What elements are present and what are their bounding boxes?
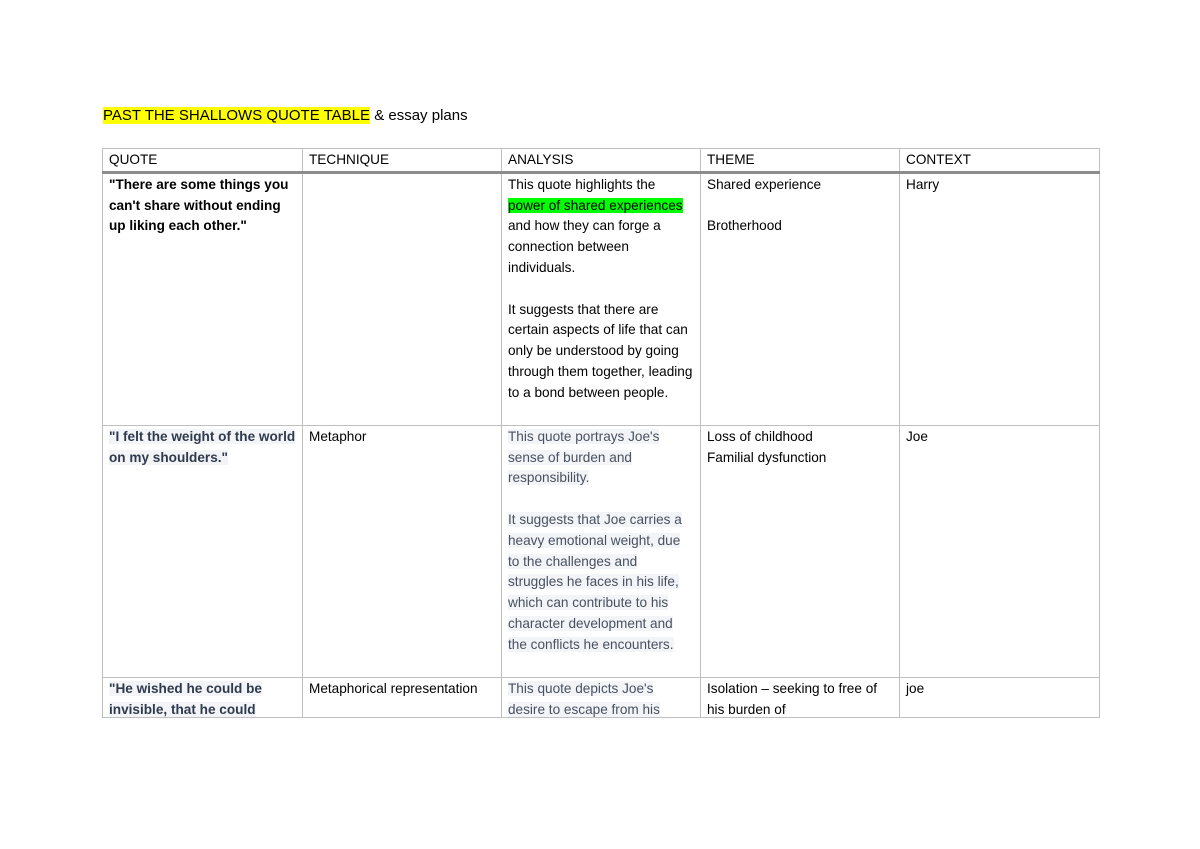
table-row [103, 172, 1100, 425]
table-row [103, 677, 1100, 717]
table-header-row [103, 149, 1100, 173]
theme-item: Brotherhood [707, 218, 782, 234]
analysis-paragraph: It suggests that Joe carries a heavy emotional weight, due to the challenges and struggles he faces in his life, which can contribute to his character development and the conflicts he encounters. [508, 511, 682, 652]
quote-text: "He wished he could be invisible, that he could [109, 680, 262, 717]
quote-cell: "There are some things you can't share without ending up liking each other." [103, 172, 303, 425]
technique-cell [303, 172, 502, 425]
quote-cell [103, 425, 303, 677]
theme-cell [701, 425, 900, 677]
technique-cell [303, 677, 502, 717]
analysis-cell [502, 677, 701, 717]
header-analysis: ANALYSIS [502, 149, 701, 173]
quote-text: "I felt the weight of the world on my shoulders." [109, 428, 296, 465]
quote-table [102, 148, 1100, 718]
analysis-cell [502, 172, 701, 425]
header-context: CONTEXT [900, 149, 1100, 173]
header-quote: QUOTE [103, 149, 303, 173]
quote-cell [103, 677, 303, 717]
page-title [103, 106, 468, 126]
analysis-text: and how they can forge a connection between individuals. [508, 218, 661, 275]
analysis-paragraph: This quote depicts Joe's desire to escape from his [508, 680, 660, 717]
analysis-paragraph: It suggests that there are certain aspects of life that can only be understood by going through them together, leading to a bond between people. [508, 301, 693, 400]
title-highlighted: PAST THE SHALLOWS QUOTE TABLE [103, 107, 371, 124]
context-cell: Harry [900, 172, 1100, 425]
theme-item: Isolation – seeking to free of his burden of [707, 680, 878, 717]
analysis-paragraph: This quote portrays Joe's sense of burden and responsibility. [508, 428, 660, 486]
header-technique: TECHNIQUE [303, 149, 502, 173]
context-cell: Joe [900, 425, 1100, 677]
context-cell: joe [900, 677, 1100, 717]
theme-cell [701, 172, 900, 425]
analysis-text: This quote highlights the [508, 176, 656, 192]
theme-cell [701, 677, 900, 717]
title-suffix: & essay plans [370, 107, 468, 124]
technique-text: Metaphorical representation [309, 680, 478, 696]
theme-item: Familial dysfunction [707, 449, 827, 465]
theme-item: Loss of childhood [707, 428, 813, 444]
technique-cell: Metaphor [303, 425, 502, 677]
analysis-cell [502, 425, 701, 677]
analysis-highlight: power of shared experiences [508, 197, 683, 213]
table-row [103, 425, 1100, 677]
header-theme: THEME [701, 149, 900, 173]
theme-item: Shared experience [707, 176, 822, 192]
